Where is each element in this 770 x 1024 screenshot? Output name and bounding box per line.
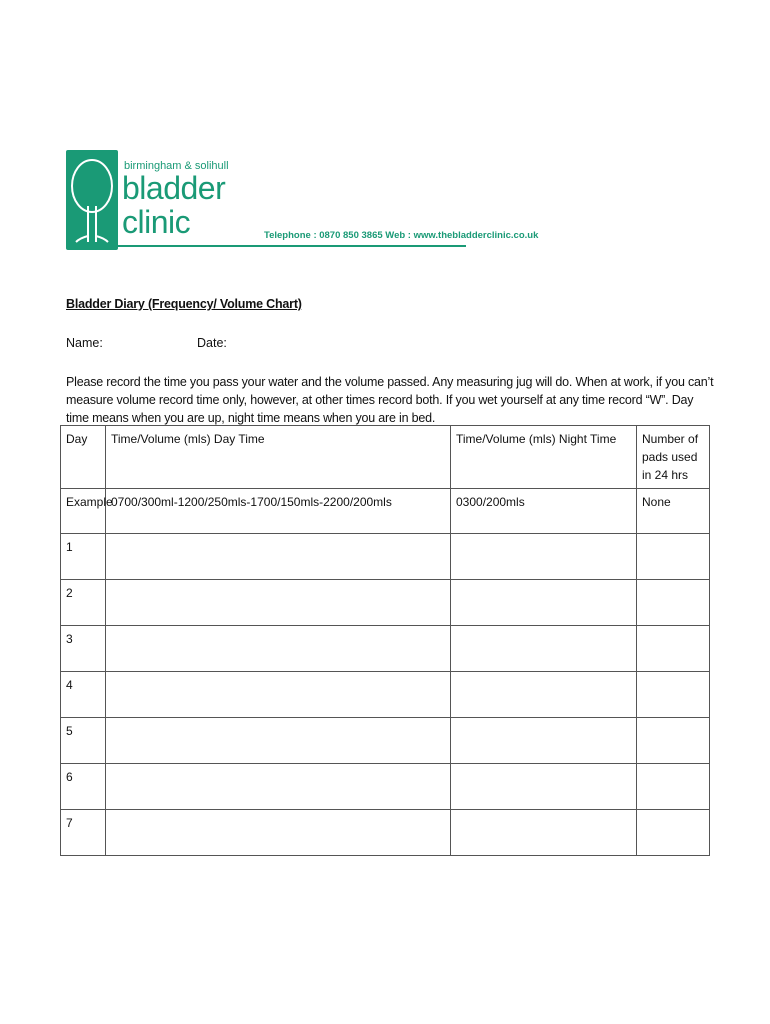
logo-brand-line1: bladder <box>122 170 226 206</box>
name-field-label: Name: <box>66 336 103 350</box>
header-day-time: Time/Volume (mls) Day Time <box>106 426 451 489</box>
night-time-cell[interactable] <box>451 810 637 856</box>
night-time-cell[interactable] <box>451 764 637 810</box>
pads-cell[interactable] <box>637 580 710 626</box>
day-time-cell[interactable] <box>106 764 451 810</box>
instructions-text: Please record the time you pass your water and the volume passed. Any measuring jug will do. When at work, if you can’t measure volume record time only, however, at other times record both. If you wet yourself at any time record “W”. Day time means when you are up, night time means when you are in bed. <box>66 375 714 425</box>
pads-cell[interactable] <box>637 810 710 856</box>
page-title: Bladder Diary (Frequency/ Volume Chart) <box>66 297 302 311</box>
example-day-time: 0700/300ml-1200/250mls-1700/150mls-2200/200mls <box>106 489 451 534</box>
day-time-cell[interactable] <box>106 534 451 580</box>
pads-cell[interactable] <box>637 626 710 672</box>
table-row <box>61 580 710 626</box>
day-time-cell[interactable] <box>106 810 451 856</box>
example-pads: None <box>637 489 710 534</box>
table-header-row <box>61 426 710 489</box>
table-row <box>61 764 710 810</box>
day-time-cell[interactable] <box>106 672 451 718</box>
diary-table <box>60 425 710 856</box>
tree-icon <box>66 150 118 250</box>
pads-cell[interactable] <box>637 764 710 810</box>
day-number: 1 <box>61 534 106 580</box>
example-day: Example <box>61 489 106 534</box>
table-row <box>61 810 710 856</box>
logo-brand-line2: clinic <box>122 204 191 240</box>
night-time-cell[interactable] <box>451 580 637 626</box>
day-number: 3 <box>61 626 106 672</box>
table-row <box>61 718 710 764</box>
example-row <box>61 489 710 534</box>
day-number: 4 <box>61 672 106 718</box>
day-time-cell[interactable] <box>106 580 451 626</box>
logo-contact: Telephone : 0870 850 3865 Web : www.thebladderclinic.co.uk <box>264 230 539 241</box>
night-time-cell[interactable] <box>451 672 637 718</box>
night-time-cell[interactable] <box>451 534 637 580</box>
day-number: 5 <box>61 718 106 764</box>
pads-cell[interactable] <box>637 534 710 580</box>
table-row <box>61 672 710 718</box>
header-day: Day <box>61 426 106 489</box>
example-night-time: 0300/200mls <box>451 489 637 534</box>
day-time-cell[interactable] <box>106 718 451 764</box>
logo-divider <box>118 245 466 247</box>
table-row <box>61 534 710 580</box>
day-number: 7 <box>61 810 106 856</box>
day-time-cell[interactable] <box>106 626 451 672</box>
night-time-cell[interactable] <box>451 626 637 672</box>
header-pads: Number of pads used in 24 hrs <box>637 426 710 489</box>
day-number: 6 <box>61 764 106 810</box>
pads-cell[interactable] <box>637 718 710 764</box>
date-field-label: Date: <box>197 336 227 350</box>
pads-cell[interactable] <box>637 672 710 718</box>
logo-org-line: birmingham & solihull <box>124 160 229 172</box>
clinic-logo <box>66 150 539 250</box>
header-night-time: Time/Volume (mls) Night Time <box>451 426 637 489</box>
table-row <box>61 626 710 672</box>
night-time-cell[interactable] <box>451 718 637 764</box>
day-number: 2 <box>61 580 106 626</box>
